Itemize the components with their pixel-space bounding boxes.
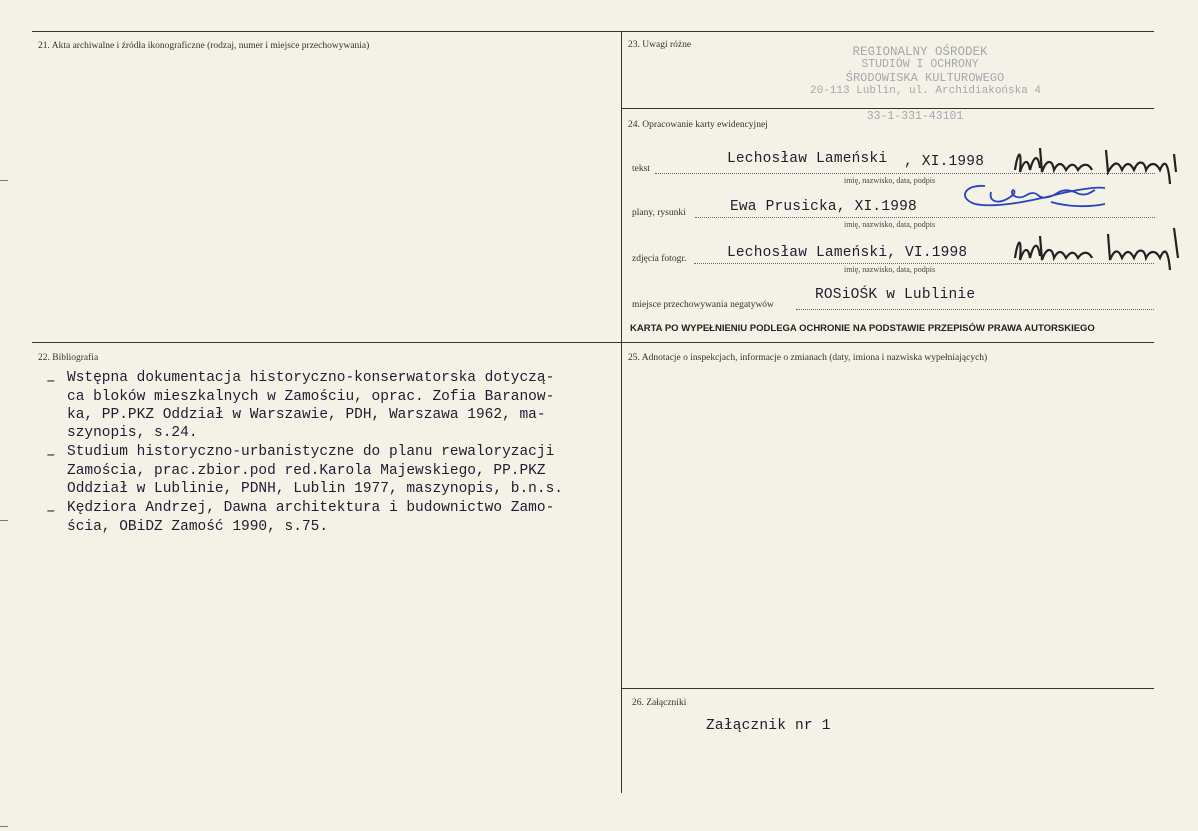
- margin-mark: [0, 826, 8, 827]
- photos-row-caption: imię, nazwisko, data, podpis: [844, 265, 936, 274]
- negatives-row-line: [796, 309, 1154, 310]
- stamp-line: REGIONALNY OŚRODEK: [852, 45, 988, 59]
- text-row-label: tekst: [632, 164, 650, 174]
- negatives-location-value: ROSiOŚK w Lublinie: [815, 287, 976, 303]
- bullet-dash: –: [46, 446, 56, 464]
- field-23-label: 23. Uwagi różne: [628, 40, 692, 50]
- bibliography-line: Oddział w Lublinie, PDNH, Lublin 1977, maszynopis, b.n.s.: [67, 481, 563, 497]
- field-26-label: 26. Załączniki: [632, 698, 687, 708]
- bibliography-line: Kędziora Andrzej, Dawna architektura i budownictwo Zamo-: [67, 500, 555, 516]
- signature-lamenski-2: [1010, 220, 1190, 272]
- text-author-date: , XI.1998: [904, 154, 985, 170]
- stamp-line: 20-113 Lublin, ul. Archidiakońska 4: [810, 85, 1042, 97]
- stamp-line: ŚRODOWISKA KULTUROWEGO: [845, 71, 1005, 85]
- bibliography-line: Zamościa, prac.zbior.pod red.Karola Majewskiego, PP.PKZ: [67, 463, 546, 479]
- text-row-caption: imię, nazwisko, data, podpis: [844, 176, 936, 185]
- right-divider-24-25: [621, 342, 1154, 343]
- negatives-row-label: miejsce przechowywania negatywów: [632, 300, 774, 310]
- top-border: [32, 31, 1154, 32]
- bibliography-line: Wstępna dokumentacja historyczno-konserwatorska dotyczą-: [67, 370, 555, 386]
- photos-author-value: Lechosław Lameński, VI.1998: [727, 245, 968, 261]
- plans-author-value: Ewa Prusicka, XI.1998: [730, 199, 917, 215]
- signature-prusicka: [955, 178, 1115, 223]
- plans-row-label: plany, rysunki: [632, 208, 686, 218]
- bibliography-line: ka, PP.PKZ Oddział w Warszawie, PDH, Warszawa 1962, ma-: [67, 407, 546, 423]
- field-22-label: 22. Bibliografia: [38, 353, 99, 363]
- bibliography-line: ca bloków mieszkalnych w Zamościu, oprac. Zofia Baranow-: [67, 389, 555, 405]
- field-25-label: 25. Adnotacje o inspekcjach, informacje o zmianach (daty, imiona i nazwiska wypełniających): [628, 353, 988, 363]
- stamp-line: STUDIÓW I OCHRONY: [861, 58, 979, 71]
- left-section-divider: [32, 342, 621, 343]
- bibliography-line: Studium historyczno-urbanistyczne do planu rewaloryzacji: [67, 444, 555, 460]
- bullet-dash: –: [46, 502, 56, 520]
- center-divider: [621, 31, 622, 793]
- copyright-notice: KARTA PO WYPEŁNIENIU PODLEGA OCHRONIE NA PODSTAWIE PRZEPISÓW PRAWA AUTORSKIEGO: [630, 323, 1095, 334]
- plans-row-caption: imię, nazwisko, data, podpis: [844, 220, 936, 229]
- text-author-value: Lechosław Lameński: [727, 151, 888, 167]
- bullet-dash: –: [46, 372, 56, 390]
- right-divider-23-24: [621, 108, 1154, 109]
- margin-mark: [0, 520, 8, 521]
- field-21-label: 21. Akta archiwalne i źródła ikonograficzne (rodzaj, numer i miejsce przechowywania): [38, 41, 370, 51]
- photos-row-label: zdjęcia fotogr.: [632, 254, 687, 264]
- bibliography-line: ścia, OBiDZ Zamość 1990, s.75.: [67, 519, 329, 535]
- attachments-value: Załącznik nr 1: [706, 718, 831, 734]
- bibliography-line: szynopis, s.24.: [67, 425, 198, 441]
- field-24-label: 24. Opracowanie karty ewidencyjnej: [628, 120, 768, 130]
- stamp-line: 33-1-331-43101: [866, 110, 964, 123]
- margin-mark: [0, 180, 8, 181]
- right-divider-25-26: [621, 688, 1154, 689]
